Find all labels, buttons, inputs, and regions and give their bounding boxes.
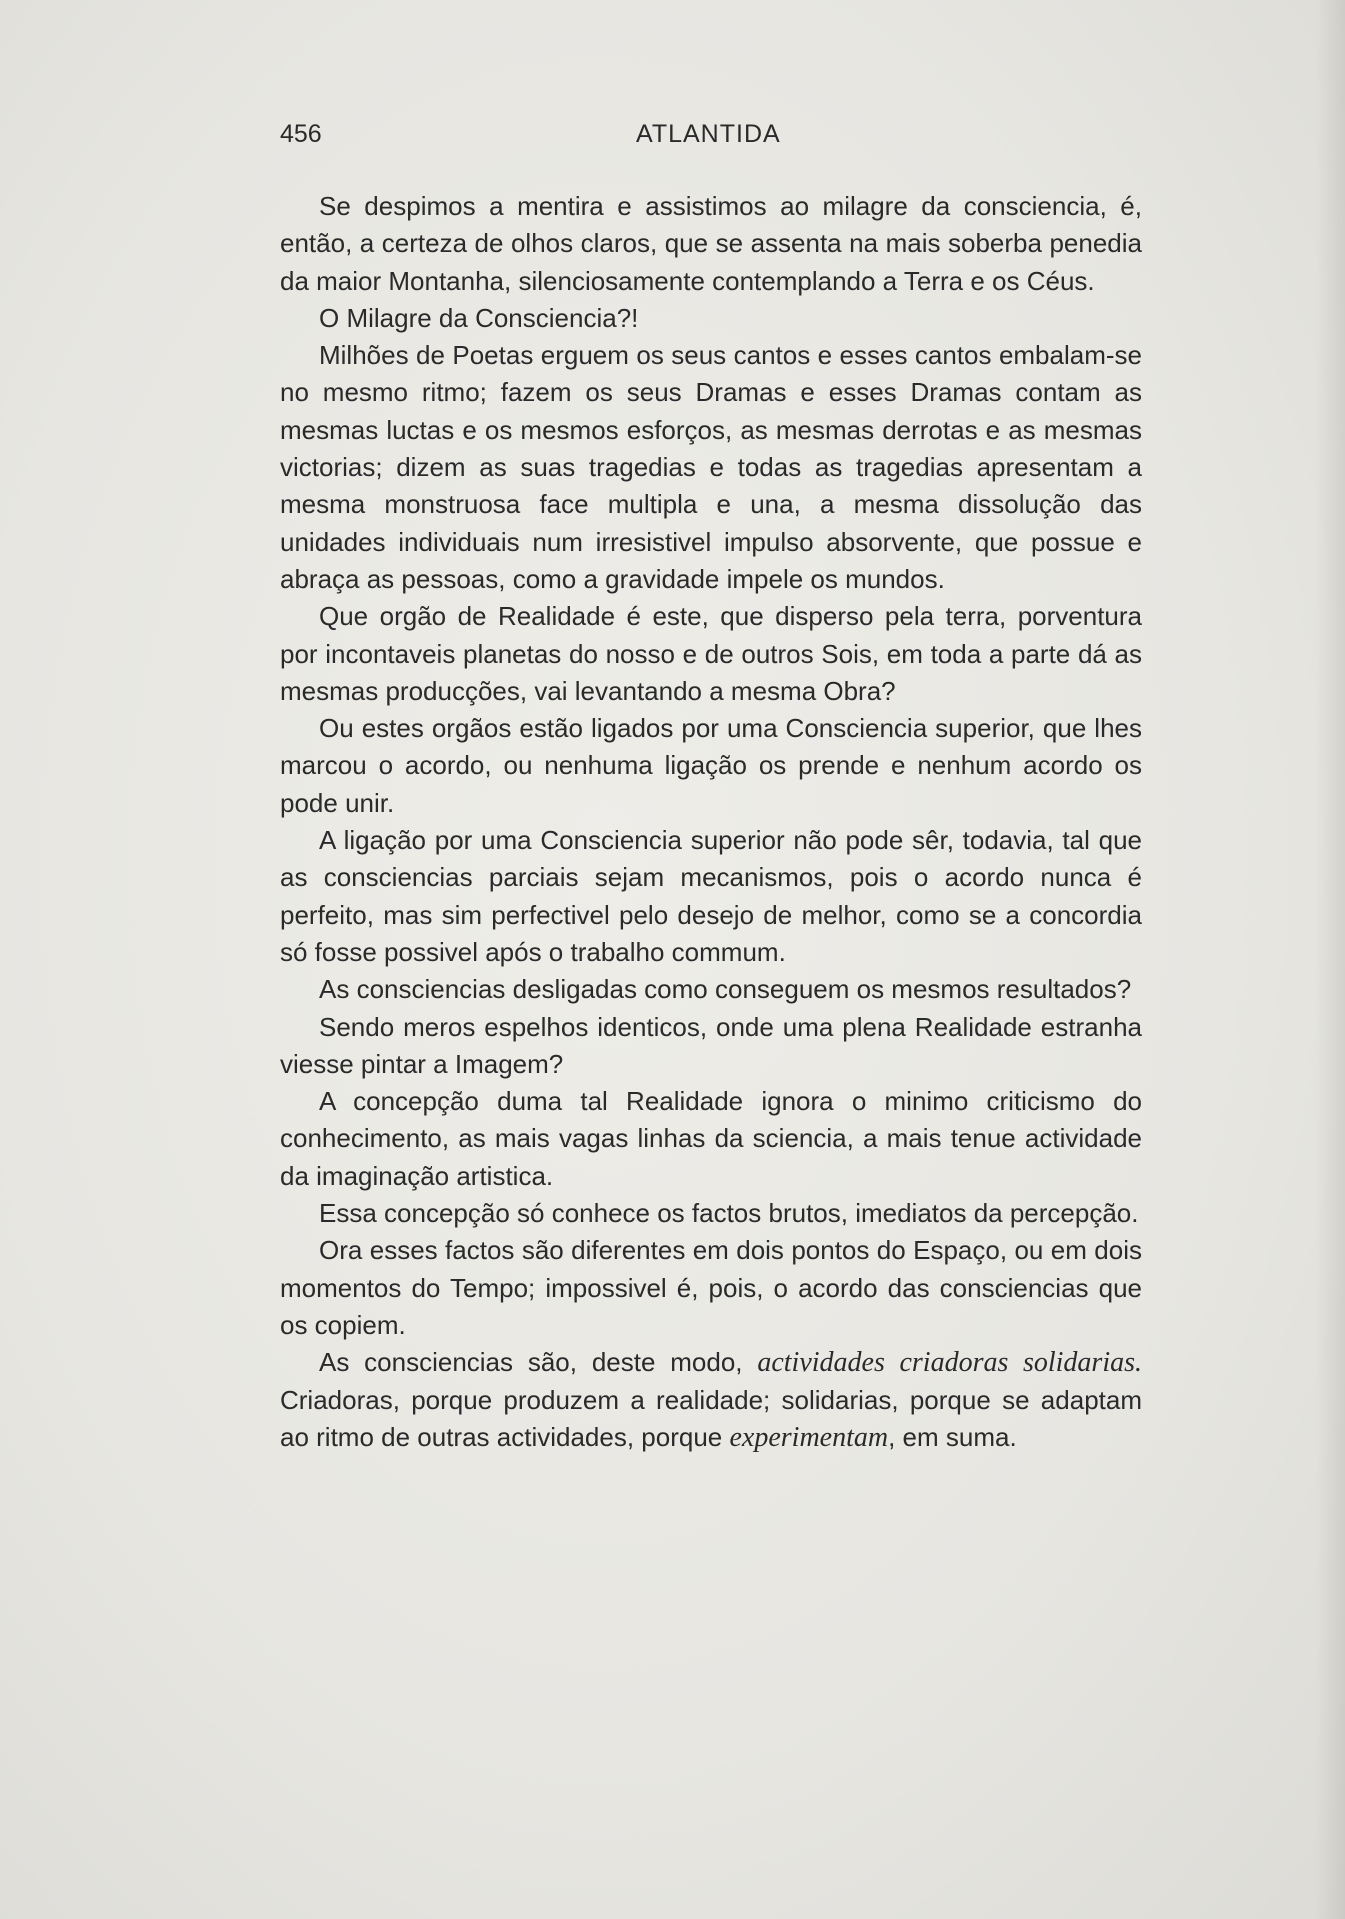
paragraph: Sendo meros espelhos identicos, onde uma plena Realidade estranha viesse pintar a Imagem? xyxy=(280,1011,1142,1079)
paragraph: O Milagre da Consciencia?! xyxy=(319,302,639,333)
text-run: As consciencias são, deste modo, xyxy=(319,1347,758,1378)
paragraph: As consciencias desligadas como conseguem os mesmos resultados? xyxy=(319,974,1132,1005)
text-run: , em suma. xyxy=(888,1421,1017,1452)
italic-phrase: actividades criadoras solidarias. xyxy=(757,1347,1142,1379)
paragraph: A ligação por uma Consciencia superior não pode sêr, todavia, tal que as consciencias parciais sejam mecanismos, pois o acordo nunca é perfeito, mas sim perfectivel pelo desejo de melhor, como se a concordia só fosse possivel após o trabalho commum. xyxy=(280,825,1142,967)
paragraph: A concepção duma tal Realidade ignora o minimo criticismo do conhecimento, as mais vagas linhas da sciencia, a mais tenue actividade da imaginação artistica. xyxy=(280,1086,1142,1191)
paragraph: Que orgão de Realidade é este, que disperso pela terra, porventura por incontaveis planetas do nosso e de outros Sois, em toda a parte dá as mesmas producções, vai levantando a mesma Obra? xyxy=(280,601,1142,706)
body-text xyxy=(280,188,1142,1456)
paragraph-final xyxy=(280,1344,1142,1456)
text-run: Criadoras, porque produzem a realidade; solidarias, porque se adaptam ao ritmo de outras actividades, porque xyxy=(280,1384,1142,1452)
paragraph: Milhões de Poetas erguem os seus cantos e esses cantos embalam-se no mesmo ritmo; fazem os seus Dramas e esses Dramas contam as mesmas luctas e os mesmos esforços, as mesmas derrotas e as mesmas victorias; dizem as suas tragedias e todas as tragedias apresentam a mesma monstruosa face multipla e una, a mesma dissolução das unidades individuais num irresistivel impulso absorvente, que possue e abraça as pessoas, como a gravidade impele os mundos. xyxy=(280,340,1142,594)
running-header xyxy=(280,120,1140,156)
page-edge-shadow xyxy=(1315,0,1345,1919)
paragraph: Essa concepção só conhece os factos brutos, imediatos da percepção. xyxy=(319,1198,1139,1229)
italic-word: experimentam xyxy=(729,1421,889,1453)
journal-title: ATLANTIDA xyxy=(636,120,781,148)
paragraph: Se despimos a mentira e assistimos ao milagre da consciencia, é, então, a certeza de olhos claros, que se assenta na mais soberba penedia da maior Montanha, silenciosamente contemplando a Terra e os Céus. xyxy=(280,191,1142,296)
page-number: 456 xyxy=(280,120,322,148)
paragraph: Ora esses factos são diferentes em dois pontos do Espaço, ou em dois momentos do Tempo; impossivel é, pois, o acordo das consciencias que os copiem. xyxy=(280,1235,1142,1340)
paragraph: Ou estes orgãos estão ligados por uma Consciencia superior, que lhes marcou o acordo, ou nenhuma ligação os prende e nenhum acordo os pode unir. xyxy=(280,713,1142,818)
